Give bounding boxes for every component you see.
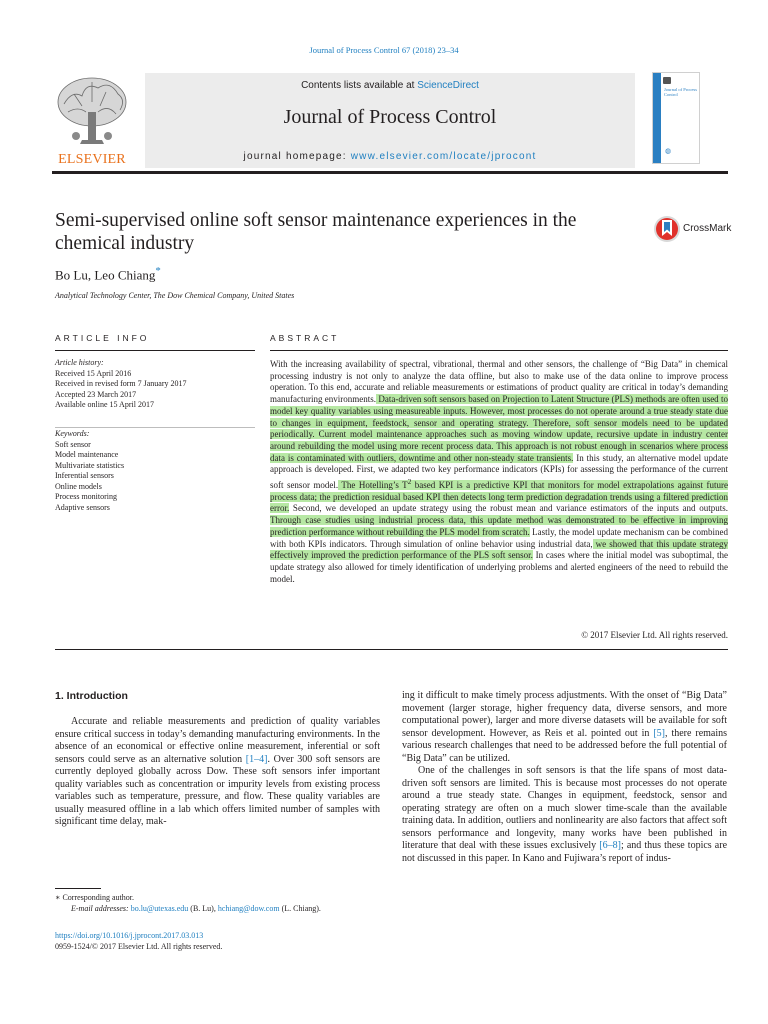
keyword: Multivariate statistics (55, 460, 125, 470)
article-authors (55, 265, 161, 283)
keywords-label: Keywords: (55, 429, 90, 438)
tree-icon (52, 72, 132, 150)
paragraph-text: . Over 300 soft sensors are currently deployed globally across Dow. These soft sensors infer important quality variables such as concentration or impurity levels from existing process variables such as temperature, pressure, and flow. These quality variables are usually measured offline in a lab which offers limited number of samples with significant time delay, mak- (55, 753, 381, 827)
abstract-sentence: With the increasing availability of spectral, vibrational, thermal and other sensors, the challenge of “Big Data” in chemical processing industry is not only to analyze the data offline, but also to make use of the data online to improve process operation. To this end, accurate and reliable measurements or estimations of product quality are critical in today’s demanding manufacturing environments. (270, 359, 728, 405)
section-heading-introduction: 1. Introduction (55, 690, 128, 702)
email-label: E-mail addresses: (71, 904, 131, 913)
crossmark-label: CrossMark (683, 223, 732, 234)
reference-link[interactable]: [1–4] (245, 753, 268, 765)
paragraph (402, 690, 727, 765)
paragraph-text: Accurate and reliable measurements and prediction of quality variables ensure critical success in today’s demanding manufacturing environments. In the absence of an economical or effective online measurement, inferential or soft sensors could serve as an alternative solution (55, 716, 380, 765)
abstract-bottom-divider (55, 649, 728, 650)
email-owner: (L. Chiang). (279, 904, 321, 913)
journal-homepage-link[interactable]: www.elsevier.com/locate/jprocont (350, 151, 537, 162)
paragraph-text: , there remains various research challenges that need to be addressed before the full potential of “Big Data” can be utilized. (402, 727, 728, 764)
contents-line (145, 80, 635, 91)
abstract-highlight[interactable]: Data-driven soft sensors based on Projection to Latent Structure (PLS) methods are often used to model key quality variables using measureable inputs. However, most processes do not operate around a true steady state due to changes in equipment, feedstock, sensor and operating strategy. Therefore, soft sensor models need to be updated periodically. Current model maintenance approaches such as moving window update, recursive update in industry center around rebuilding the model using more recent process data. This approach is not robust enough in scenarios where process data is contaminated with outliers, downtime and other non-steady state transients. (270, 394, 728, 463)
header-divider (52, 171, 728, 174)
journal-citation[interactable]: Journal of Process Control 67 (2018) 23–34 (309, 45, 459, 55)
elsevier-logo[interactable] (52, 72, 132, 168)
paragraph-text: One of the challenges in soft sensors is that the life spans of most data-driven soft sensors are limited. This is because most processes do not operate around a true steady state. Changes in equipment, feedstock, sensor and operating strategy are often on a much slower time-scale than the available training data. In addition, outliers and nonlinearity are also factors that affect soft sensors performance and longevity, many works have been published in literature that deal with these issues exclusively (402, 765, 727, 851)
paragraph (55, 716, 380, 829)
email-addresses (55, 903, 380, 914)
crossmark-icon (653, 214, 681, 244)
cover-stripe (653, 73, 661, 163)
abstract-highlight[interactable]: Through case studies using industrial process data, this update method was demonstrated to be effective in improving prediction performance without rebuilding the PLS model from scratch. (270, 515, 728, 537)
abstract-highlight[interactable]: we showed that this update strategy effectively improved the prediction performance of the PLS soft sensor. (270, 538, 728, 561)
reference-link[interactable]: [6–8] (599, 840, 621, 851)
keyword: Inferential sensors (55, 471, 114, 480)
article-info-divider (55, 350, 255, 351)
paragraph-text: ing it difficult to make timely process adjustments. With the onset of “Big Data” movement (larger storage, higher frequency data, diverse sensors, and more computational power), larger and more diverse datasets will be available for soft sensor development. However, as Reis et al. pointed out in (402, 690, 727, 739)
footnotes (55, 892, 380, 914)
author-names: Bo Lu, Leo Chiang (55, 267, 156, 283)
email-owner: (B. Lu), (188, 904, 218, 913)
corresponding-author-note: ∗ Corresponding author. (55, 893, 134, 902)
elsevier-wordmark: ELSEVIER (58, 152, 126, 167)
history-entry: Available online 15 April 2017 (55, 400, 154, 409)
keyword: Online models (55, 481, 102, 491)
abstract-sentence: In cases where the initial model was suboptimal, the update strategy also allowed for timely identification of underlying problems and alerted engineers of the need to rebuild the model. (270, 550, 728, 584)
article-history (55, 358, 255, 411)
keyword: Soft sensor (55, 439, 91, 449)
history-entry: Received 15 April 2016 (55, 368, 132, 378)
keyword: Process monitoring (55, 492, 117, 501)
email-link-chiang[interactable]: hchiang@dow.com (217, 904, 280, 913)
footnote-divider (55, 888, 101, 889)
superscript: 2 (407, 477, 412, 487)
cover-emblem-icon: ◍ (665, 147, 672, 155)
keyword: Adaptive sensors (55, 502, 110, 512)
cover-logo-icon (663, 77, 671, 84)
journal-name[interactable]: Journal of Process Control (283, 106, 497, 128)
abstract-copyright: © 2017 Elsevier Ltd. All rights reserved. (581, 630, 728, 640)
keywords-list (55, 429, 255, 513)
article-info-heading: ARTICLE INFO (55, 333, 150, 343)
abstract-divider (270, 350, 728, 351)
homepage-prefix: journal homepage: (243, 151, 351, 162)
abstract-text (270, 359, 728, 585)
author-affiliation: Analytical Technology Center, The Dow Chemical Company, United States (55, 291, 295, 300)
sciencedirect-link[interactable]: ScienceDirect (417, 80, 479, 91)
doi-link[interactable]: https://doi.org/10.1016/j.jprocont.2017.03.013 (55, 931, 204, 940)
journal-masthead (145, 73, 635, 168)
crossmark-button[interactable] (653, 214, 743, 244)
journal-cover-thumbnail[interactable] (652, 72, 700, 164)
body-column-right (402, 690, 727, 865)
reference-link[interactable]: [5] (653, 727, 666, 739)
body-column-left (55, 716, 380, 829)
abstract-sentence: Second, we developed an update strategy using the robust mean and variance estimators of the inputs and outputs. (289, 503, 728, 514)
history-divider (55, 427, 255, 428)
history-entry: Received in revised form 7 January 2017 (55, 379, 187, 388)
contents-prefix: Contents lists available at (301, 80, 418, 91)
abstract-highlight-part: The Hotelling’s T (338, 480, 408, 491)
cover-title: Journal of Process Control (664, 87, 697, 97)
paragraph-text: ; and thus these topics are not discussed in this paper. In Kano and Fujiwara’s report of indus- (402, 840, 728, 864)
doi-block (55, 930, 222, 952)
corresponding-author-mark[interactable]: * (155, 265, 161, 277)
history-label: Article history: (55, 358, 104, 367)
homepage-line (145, 151, 635, 162)
article-title: Semi-supervised online soft sensor maintenance experiences in the chemical industry (55, 210, 577, 254)
email-link-lu[interactable]: bo.lu@utexas.edu (130, 904, 189, 913)
abstract-heading: ABSTRACT (270, 333, 340, 343)
keyword: Model maintenance (55, 450, 119, 459)
abstract-sentence: Lastly, the model update mechanism can be combined with both KPIs indicators. Through simulation of online behavior using industrial data, (270, 526, 728, 549)
issn-line: 0959-1524/© 2017 Elsevier Ltd. All rights reserved. (55, 942, 223, 951)
abstract-sentence: In this study, an alternative model update approach is developed. First, we adapted two key performance indicators (KPIs) for assessing the performance of the current soft sensor model. (270, 452, 728, 491)
paragraph (402, 765, 727, 865)
history-entry: Accepted 23 March 2017 (55, 389, 137, 399)
abstract-highlight-part: based KPI is a predictive KPI that monitors for model extrapolations against future process data; the prediction residual based KPI then detects long term prediction degradation trends using a filtered prediction error. (270, 480, 728, 514)
